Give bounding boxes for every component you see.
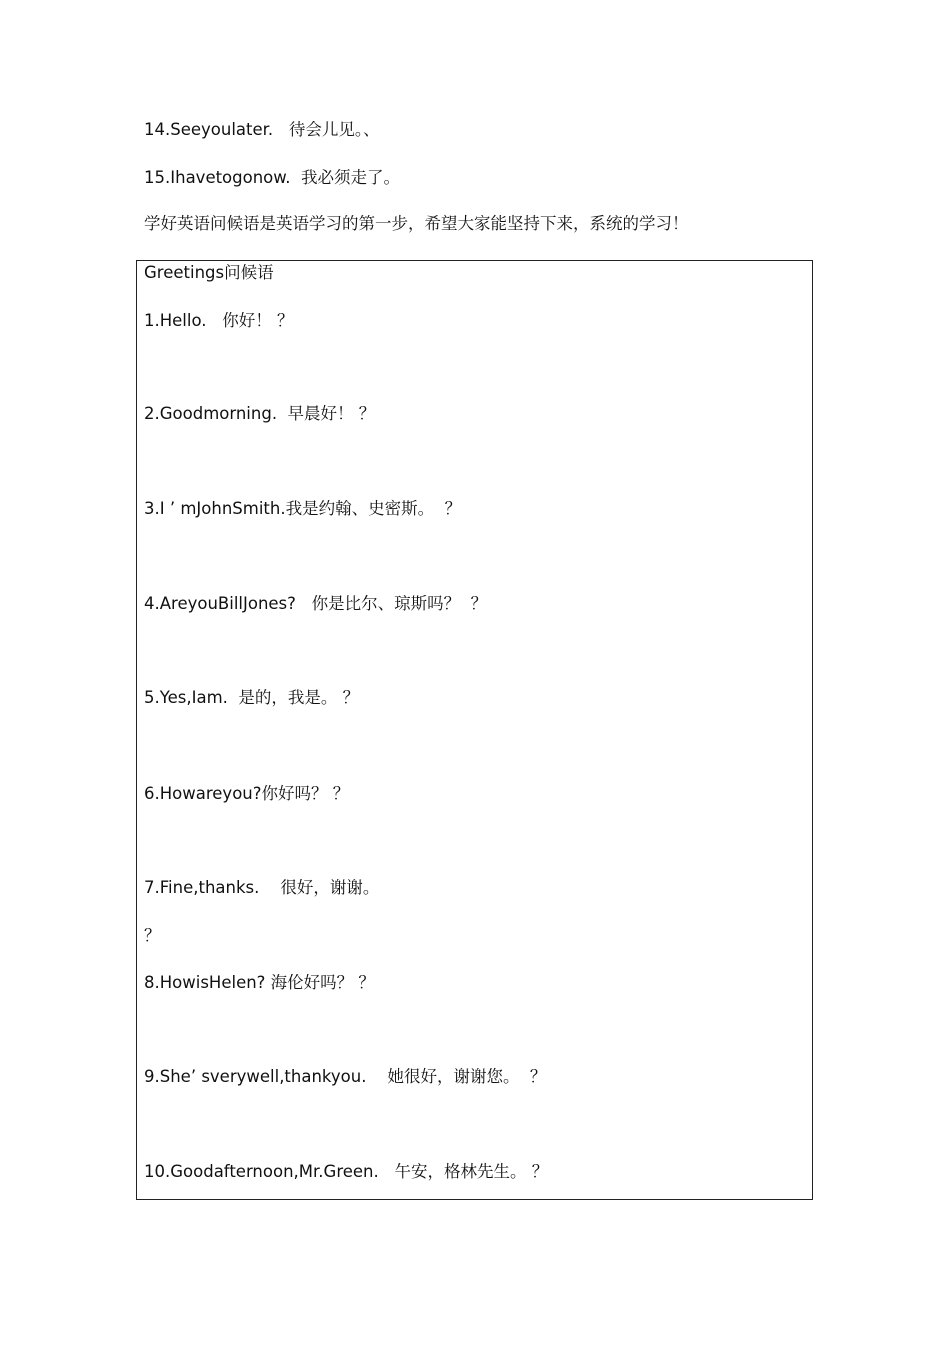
section-title: Greetings问候语 (144, 263, 274, 282)
advice-paragraph: 学好英语问候语是英语学习的第一步，希望大家能坚持下来，系统的学习！ (144, 214, 689, 233)
line-15: 15.Ihavetogonow. 我必须走了。 (144, 168, 400, 187)
line-14: 14.Seeyoulater. 待会儿见。、 (144, 120, 380, 139)
list-item: 10.Goodafternoon,Mr.Green. 午安，格林先生。 ？ (144, 1162, 549, 1181)
greetings-box (136, 260, 813, 1200)
list-item: 1.Hello. 你好！ ？ (144, 311, 294, 330)
list-item: 9.She’ sverywell,thankyou. 她很好，谢谢您。 ？ (144, 1067, 547, 1086)
list-item: 5.Yes,Iam. 是的，我是。 ？ (144, 688, 360, 707)
list-item: 4.AreyouBillJones? 你是比尔、琼斯吗？ ？ (144, 594, 488, 613)
list-item: 2.Goodmorning. 早晨好！ ？ (144, 404, 376, 423)
list-item: 3.I ’ mJohnSmith.我是约翰、史密斯。 ？ (144, 499, 462, 518)
list-item: 7.Fine,thanks. 很好，谢谢。 (144, 878, 380, 897)
list-item: ？ (144, 926, 161, 945)
list-item: 8.HowisHelen? 海伦好吗？ ？ (144, 973, 375, 992)
list-item: 6.Howareyou?你好吗？ ？ (144, 784, 350, 803)
